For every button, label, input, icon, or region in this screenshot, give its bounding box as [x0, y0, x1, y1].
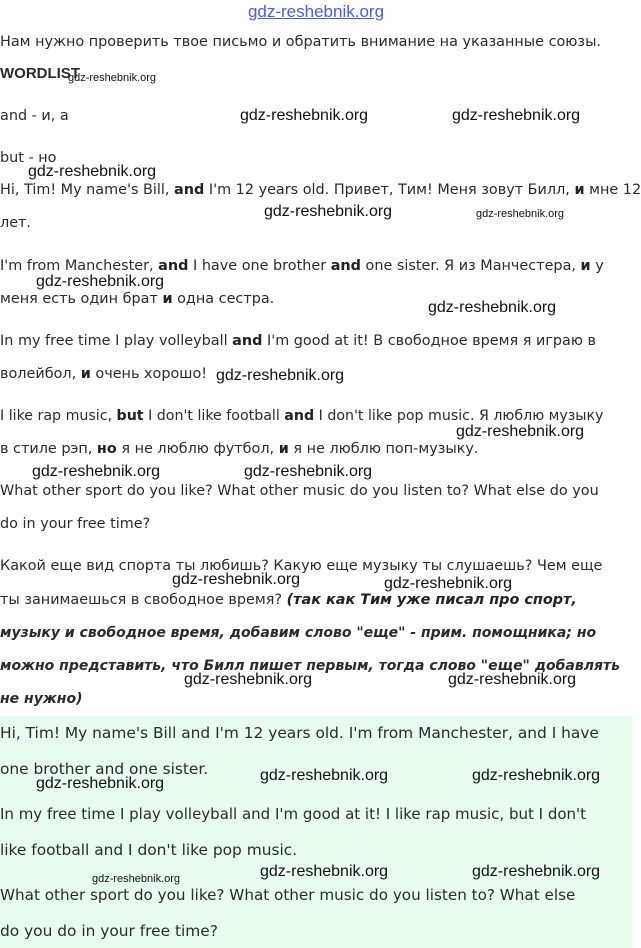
final-letter-line3: In my free time I play volleyball and I'm good at it! I like rap music, but I don't	[0, 805, 587, 823]
word-and: and - и, а	[0, 108, 69, 124]
watermark: gdz-reshebnik.org	[184, 671, 313, 688]
watermark: gdz-reshebnik.org	[384, 575, 513, 592]
watermark: gdz-reshebnik.org	[456, 423, 585, 440]
final-letter-line6: do you do in your free time?	[0, 922, 218, 940]
final-letter-box	[0, 716, 632, 948]
watermark: gdz-reshebnik.org	[216, 367, 345, 384]
watermark: gdz-reshebnik.org	[28, 163, 157, 180]
site-link[interactable]: gdz-reshebnik.org	[247, 2, 385, 21]
final-letter-line4: like football and I don't like pop music.	[0, 841, 298, 859]
watermark: gdz-reshebnik.org	[32, 463, 161, 480]
watermark: gdz-reshebnik.org	[260, 863, 389, 880]
wordlist-title: WORDLIST	[0, 65, 80, 82]
watermark: gdz-reshebnik.org	[36, 273, 165, 290]
letter-p4-line2: в стиле рэп, но я не люблю футбол, и я не люблю поп-музыку.	[0, 441, 479, 457]
watermark: gdz-reshebnik.org	[260, 767, 389, 784]
letter-p4-line1: I like rap music, but I don't like football and I don't like pop music. Я люблю музыку	[0, 408, 604, 424]
watermark: gdz-reshebnik.org	[244, 463, 373, 480]
watermark: gdz-reshebnik.org	[448, 671, 577, 688]
letter-p2-line2: меня есть один брат и одна сестра.	[0, 291, 275, 307]
letter-p5-line2: do in your free time?	[0, 516, 151, 532]
letter-p3-line1: In my free time I play volleyball and I'm good at it! В свободное время я играю в	[0, 333, 596, 349]
watermark: gdz-reshebnik.org	[172, 571, 301, 588]
watermark: gdz-reshebnik.org	[264, 203, 393, 220]
word-but: but - но	[0, 150, 57, 166]
final-letter-line1: Hi, Tim! My name's Bill and I'm 12 years old. I'm from Manchester, and I have	[0, 724, 599, 742]
watermark: gdz-reshebnik.org	[36, 775, 165, 792]
watermark: gdz-reshebnik.org	[476, 208, 565, 220]
letter-p3-line2: волейбол, и очень хорошо!	[0, 366, 208, 382]
helper-note: (так как Тим уже писал про спорт,	[286, 592, 577, 608]
watermark: gdz-reshebnik.org	[240, 107, 369, 124]
helper-note-line2: музыку и свободное время, добавим слово "еще" - прим. помощника; но	[0, 625, 597, 641]
watermark: gdz-reshebnik.org	[452, 107, 581, 124]
helper-note-line3: можно представить, что Билл пишет первым, тогда слово "еще" добавлять	[0, 658, 620, 674]
letter-p1-line2: лет.	[0, 215, 32, 231]
helper-note-line4: не нужно)	[0, 691, 83, 707]
watermark: gdz-reshebnik.org	[428, 299, 557, 316]
letter-p5-line1: What other sport do you like? What other music do you listen to? What else do you	[0, 483, 599, 499]
watermark: gdz-reshebnik.org	[472, 767, 601, 784]
watermark: gdz-reshebnik.org	[68, 72, 157, 84]
conj-and: and	[174, 182, 205, 198]
letter-p6-line1: Какой еще вид спорта ты любишь? Какую еще музыку ты слушаешь? Чем еще	[0, 558, 603, 574]
watermark: gdz-reshebnik.org	[472, 863, 601, 880]
conj-i: и	[574, 182, 585, 198]
final-letter-line5: What other sport do you like? What other music do you listen to? What else	[0, 886, 576, 904]
final-letter-line2: one brother and one sister.	[0, 760, 209, 778]
watermark: gdz-reshebnik.org	[92, 873, 181, 885]
letter-p6-line2: ты занимаешься в свободное время? (так как Тим уже писал про спорт,	[0, 592, 577, 608]
letter-p1-line1: Hi, Tim! My name's Bill, and I'm 12 years old. Привет, Тим! Меня зовут Билл, и мне 12	[0, 182, 641, 198]
intro-text: Нам нужно проверить твое письмо и обратить внимание на указанные союзы.	[0, 34, 602, 50]
letter-p2-line1: I'm from Manchester, and I have one brother and one sister. Я из Манчестера, и у	[0, 258, 604, 274]
